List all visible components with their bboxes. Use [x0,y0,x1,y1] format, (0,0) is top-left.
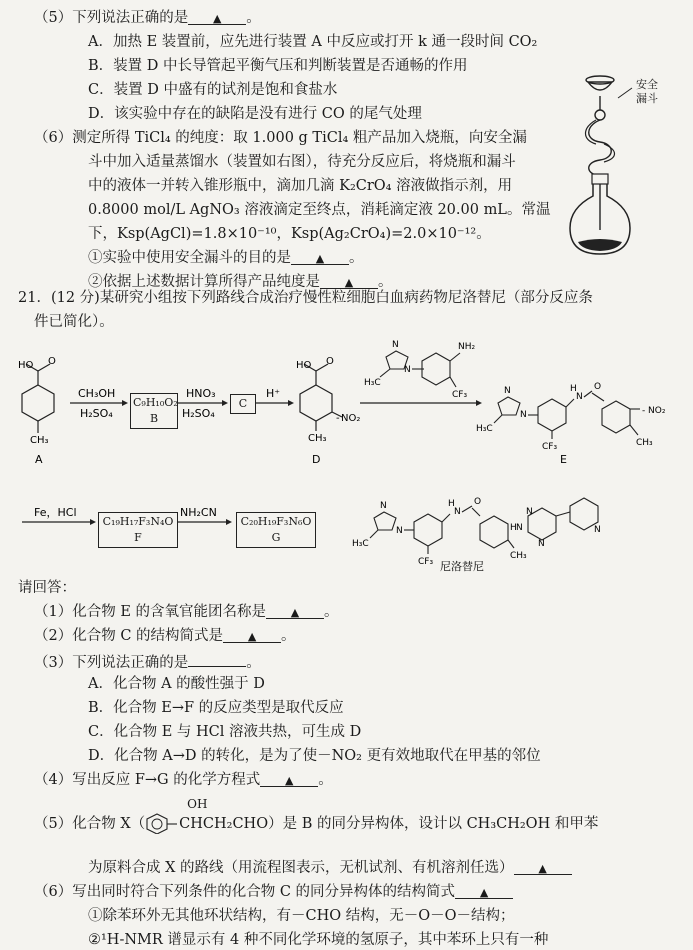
q20-6-line-1: （6）测定所得 TiCl₄ 的纯度：取 1.000 g TiCl₄ 粗产品加入烧瓶，向安全漏 [34,130,527,146]
svg-text:H₃C: H₃C [352,539,369,549]
svg-text:N: N [594,525,601,535]
svg-text:H₂SO₄: H₂SO₄ [80,407,113,420]
svg-text:HO: HO [296,360,312,371]
q21-6-condition-1: ①除苯环外无其他环状结构，有－CHO 结构，无－O－O－结构； [88,908,515,924]
svg-text:-: - [336,413,340,424]
q20-6-line-3: 中的液体一并转入锥形瓶中，滴加几滴 K₂CrO₄ 溶液做指示剂，用 [88,178,513,194]
svg-text:CH₃OH: CH₃OH [78,387,116,400]
svg-text:N: N [504,386,511,396]
answer-blank[interactable]: ▲ [223,626,281,643]
svg-text:CH₃: CH₃ [30,435,49,446]
q21-3-option-d: D．化合物 A→D 的转化，是为了使－NO₂ 更有效地取代在甲基的邻位 [88,748,541,764]
answer-blank[interactable]: ▲ [260,770,318,787]
svg-text:-: - [642,406,646,416]
answer-blank[interactable] [188,650,246,667]
svg-text:CF₃: CF₃ [418,557,434,567]
q21-2: （2）化合物 C 的结构简式是 ▲ 。 [34,628,296,644]
q21-3-option-c: C．化合物 E 与 HCl 溶液共热，可生成 D [88,724,362,740]
label-D: D [312,453,321,466]
answer-blank[interactable]: ▲ [514,858,572,875]
answer-blank[interactable]: ▲ [188,8,246,25]
q21-intro-2: 件已简化）。 [34,314,114,330]
svg-text:N: N [404,365,411,375]
svg-text:N: N [538,539,545,549]
svg-text:NO₂: NO₂ [341,413,361,424]
q21-4: （4）写出反应 F→G 的化学方程式 ▲ 。 [34,772,333,788]
svg-text:H₃C: H₃C [476,424,493,434]
safety-funnel-apparatus [560,70,690,270]
answer-intro: 请回答： [18,580,76,596]
q21-5-line-1: （5）化合物 X（ OH CHCH₂CHO）是 B 的同分异构体，设计以 CH₃CH₂OH 和甲苯 [34,814,598,834]
q21-3-option-a: A．化合物 A 的酸性强于 D [88,676,265,692]
q21-1: （1）化合物 E 的含氧官能团名称是 ▲ 。 [34,604,339,620]
svg-text:CH₃: CH₃ [510,551,527,561]
svg-text:HNO₃: HNO₃ [186,387,216,400]
oh-label: OH [187,797,208,811]
svg-text:N: N [576,392,583,402]
svg-text:H₃C: H₃C [364,378,381,388]
funnel-label-2: 漏斗 [636,92,658,105]
svg-text:H₂SO₄: H₂SO₄ [182,407,215,420]
q20-5-option-c: C．装置 D 中盛有的试剂是饱和食盐水 [88,82,338,98]
svg-text:H⁺: H⁺ [266,387,281,400]
q20-6-line-4: 0.8000 mol/L AgNO₃ 溶液滴定至终点，消耗滴定液 20.00 mL。常温 [88,202,551,218]
svg-text:CH₃: CH₃ [308,433,327,444]
svg-text:H: H [570,384,577,394]
benzene-ring-inline [145,815,179,833]
q20-5-stem: （5）下列说法正确的是 ▲ 。 [34,10,261,26]
label-A: A [35,453,43,466]
svg-text:Fe，HCl: Fe，HCl [34,506,77,519]
compound-B-box: C₉H₁₀O₂ B [130,393,178,429]
q20-6-line-2: 斗中加入适量蒸馏水（装置如右图），待充分反应后，将烧瓶和漏斗 [88,154,516,170]
compound-C-box: C [230,394,256,414]
svg-text:N: N [454,507,461,517]
answer-blank[interactable]: ▲ [266,602,324,619]
svg-text:HO: HO [18,360,34,371]
svg-text:CF₃: CF₃ [452,390,468,400]
svg-text:N: N [516,523,523,533]
q21-3-option-b: B．化合物 E→F 的反应类型是取代反应 [88,700,344,716]
q20-6-sub-2: ②依据上述数据计算所得产品纯度是 ▲ 。 [88,274,393,290]
product-name: 尼洛替尼 [440,560,484,573]
svg-text:O: O [594,382,602,392]
reaction-scheme-row-1 [0,335,693,470]
svg-text:NH₂CN: NH₂CN [180,506,217,519]
svg-text:CF₃: CF₃ [542,442,558,452]
label-E: E [560,453,567,466]
svg-text:NH₂: NH₂ [458,342,476,352]
compound-G-box: C₂₀H₁₉F₃N₆O G [236,512,316,548]
q20-5-option-b: B．装置 D 中长导管起平衡气压和判断装置是否通畅的作用 [88,58,468,74]
svg-text:N: N [396,526,403,536]
answer-blank[interactable]: ▲ [291,248,349,265]
answer-blank[interactable]: ▲ [455,882,513,899]
compound-F-box: C₁₉H₁₇F₃N₄O F [98,512,178,548]
svg-text:NO₂: NO₂ [648,406,666,416]
svg-text:H: H [510,523,517,533]
answer-blank[interactable]: ▲ [320,272,378,289]
q21-6: （6）写出同时符合下列条件的化合物 C 的同分异构体的结构简式 ▲ [34,882,513,902]
svg-text:N: N [520,410,527,420]
svg-text:CH₃: CH₃ [636,438,653,448]
funnel-label-1: 安全 [636,78,658,91]
q20-5-option-a: A．加热 E 装置前，应先进行装置 A 中反应或打开 k 通一段时间 CO₂ [88,34,538,50]
q20-5-option-d: D．该实验中存在的缺陷是没有进行 CO 的尾气处理 [88,106,422,122]
svg-text:O: O [474,497,482,507]
q20-6-sub-1: ①实验中使用安全漏斗的目的是 ▲ 。 [88,250,364,266]
q21-3: （3）下列说法正确的是 。 [34,650,261,673]
q21-6-condition-2: ②¹H-NMR 谱显示有 4 种不同化学环境的氢原子，其中苯环上只有一种 [88,932,549,948]
q21-intro-1: 21．(12 分)某研究小组按下列路线合成治疗慢性粒细胞白血病药物尼洛替尼（部分反应条 [18,290,593,306]
svg-text:N: N [526,507,533,517]
q21-5-line-2: 为原料合成 X 的路线（用流程图表示，无机试剂、有机溶剂任选） ▲ [88,858,572,878]
svg-text:N: N [380,501,387,511]
svg-text:O: O [48,356,56,367]
q20-6-line-5: 下，Ksp(AgCl)=1.8×10⁻¹⁰，Ksp(Ag₂CrO₄)=2.0×10⁻¹²。 [88,226,491,242]
svg-text:H: H [448,499,455,509]
svg-text:O: O [326,356,334,367]
svg-text:N: N [392,340,399,350]
